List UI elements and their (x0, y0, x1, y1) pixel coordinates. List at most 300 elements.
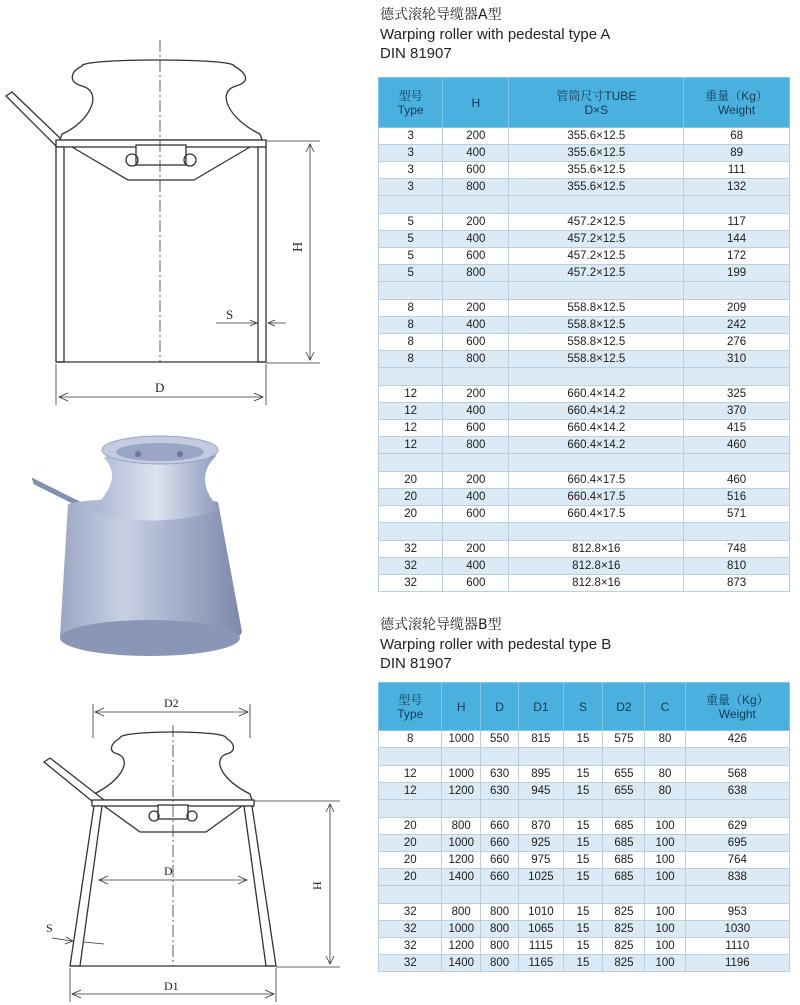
table-cell: 457.2×12.5 (509, 231, 684, 248)
table-cell: 200 (443, 541, 509, 558)
th-h-a: H (443, 78, 509, 128)
table-cell (442, 748, 481, 766)
table-cell: 600 (443, 162, 509, 179)
table-cell: 953 (685, 904, 789, 921)
table-cell: 15 (563, 921, 603, 938)
table-row (379, 265, 790, 282)
table-row (379, 300, 790, 317)
table-cell: 800 (443, 179, 509, 196)
table-cell: 32 (379, 904, 442, 921)
table-cell: 1400 (442, 955, 481, 972)
table-cell: 355.6×12.5 (509, 162, 684, 179)
th-tube-a (509, 78, 684, 128)
table-row (379, 886, 790, 904)
table-cell (379, 523, 443, 541)
table-cell: 5 (379, 265, 443, 282)
table-row (379, 506, 790, 523)
th-s-b: S (563, 683, 603, 731)
table-cell: 8 (379, 300, 443, 317)
table-cell: 20 (379, 506, 443, 523)
table-cell: 975 (519, 852, 563, 869)
table-cell (379, 454, 443, 472)
table-cell: 1165 (519, 955, 563, 972)
table-cell (509, 454, 684, 472)
table-cell: 660 (480, 835, 518, 852)
th-h-b: H (442, 683, 481, 731)
table-cell: 815 (519, 731, 563, 748)
table-cell (509, 523, 684, 541)
table-cell (443, 368, 509, 386)
table-cell: 571 (684, 506, 790, 523)
table-row (379, 541, 790, 558)
table-cell: 400 (443, 145, 509, 162)
table-row (379, 282, 790, 300)
table-cell: 1025 (519, 869, 563, 886)
table-row (379, 162, 790, 179)
table-cell: 800 (480, 955, 518, 972)
table-cell: 400 (443, 317, 509, 334)
dim-s-label-a: S (226, 307, 234, 322)
table-cell: 660.4×17.5 (509, 489, 684, 506)
table-cell: 89 (684, 145, 790, 162)
table-cell: 12 (379, 783, 442, 800)
table-cell: 695 (685, 835, 789, 852)
table-cell: 629 (685, 818, 789, 835)
table-cell: 132 (684, 179, 790, 196)
table-cell (563, 748, 603, 766)
table-row (379, 904, 790, 921)
table-cell: 5 (379, 248, 443, 265)
table-cell (645, 800, 685, 818)
table-row (379, 351, 790, 368)
table-cell: 1000 (442, 731, 481, 748)
table-cell: 660.4×17.5 (509, 506, 684, 523)
table-cell (480, 800, 518, 818)
table-cell: 800 (442, 818, 481, 835)
table-cell: 12 (379, 403, 443, 420)
table-cell: 20 (379, 869, 442, 886)
th-weight-zh-a: 重量（Kg） (705, 88, 768, 103)
table-cell: 685 (603, 835, 645, 852)
table-cell: 310 (684, 351, 790, 368)
table-row (379, 938, 790, 955)
title-block-a (380, 6, 610, 63)
table-cell: 12 (379, 420, 443, 437)
table-cell: 100 (645, 904, 685, 921)
dim-d-label-b: D (164, 864, 173, 878)
table-cell: 355.6×12.5 (509, 128, 684, 145)
table-row (379, 386, 790, 403)
drawing-type-b (0, 0, 370, 1005)
table-cell: 660.4×17.5 (509, 472, 684, 489)
table-cell: 12 (379, 766, 442, 783)
title-zh-b: 德式滚轮导缆器B型 (380, 617, 502, 633)
table-cell: 600 (443, 420, 509, 437)
th-weight-a (684, 78, 790, 128)
table-cell: 558.8×12.5 (509, 300, 684, 317)
table-cell: 15 (563, 731, 603, 748)
table-cell: 100 (645, 921, 685, 938)
table-cell: 825 (603, 921, 645, 938)
table-cell (379, 800, 442, 818)
table-cell: 655 (603, 766, 645, 783)
dim-h-label-a: H (291, 241, 306, 252)
table-cell: 68 (684, 128, 790, 145)
table-cell (480, 886, 518, 904)
title-en-a: Warping roller with pedestal type A (380, 26, 611, 43)
th-tube-zh-a: 管筒尺寸TUBE (556, 88, 637, 103)
table-cell (645, 748, 685, 766)
table-row (379, 403, 790, 420)
table-cell: 8 (379, 317, 443, 334)
table-row (379, 852, 790, 869)
table-cell: 685 (603, 869, 645, 886)
table-row (379, 766, 790, 783)
table-cell: 800 (480, 921, 518, 938)
table-cell: 660 (480, 852, 518, 869)
table-cell: 100 (645, 869, 685, 886)
table-row (379, 731, 790, 748)
table-row (379, 575, 790, 592)
table-cell: 895 (519, 766, 563, 783)
table-cell: 117 (684, 214, 790, 231)
dim-d1-label-b: D1 (164, 979, 179, 993)
table-row (379, 145, 790, 162)
table-row (379, 955, 790, 972)
table-cell: 1200 (442, 783, 481, 800)
table-row (379, 869, 790, 886)
table-cell: 15 (563, 904, 603, 921)
table-cell: 15 (563, 938, 603, 955)
table-cell: 200 (443, 472, 509, 489)
table-cell: 1000 (442, 835, 481, 852)
table-cell: 660 (480, 869, 518, 886)
table-cell (684, 454, 790, 472)
title-block-b (380, 616, 611, 673)
table-cell: 199 (684, 265, 790, 282)
table-cell: 15 (563, 835, 603, 852)
table-cell: 600 (443, 506, 509, 523)
table-cell: 32 (379, 955, 442, 972)
title-en-b: Warping roller with pedestal type B (380, 636, 612, 653)
table-row (379, 454, 790, 472)
table-cell: 20 (379, 489, 443, 506)
table-cell (443, 196, 509, 214)
table-cell: 355.6×12.5 (509, 179, 684, 196)
table-cell (519, 800, 563, 818)
table-cell: 457.2×12.5 (509, 265, 684, 282)
table-cell: 600 (443, 248, 509, 265)
table-cell: 1200 (442, 938, 481, 955)
table-cell: 1200 (442, 852, 481, 869)
table-row (379, 214, 790, 231)
table-cell (684, 282, 790, 300)
table-cell: 1110 (685, 938, 789, 955)
table-cell (443, 282, 509, 300)
table-row (379, 128, 790, 145)
table-cell: 200 (443, 300, 509, 317)
table-row (379, 523, 790, 541)
table-cell (519, 886, 563, 904)
table-cell: 325 (684, 386, 790, 403)
table-cell: 1115 (519, 938, 563, 955)
th-weight-en-a: Weight (718, 102, 756, 117)
th-c-b: C (645, 683, 685, 731)
table-cell: 660 (480, 818, 518, 835)
table-cell: 32 (379, 921, 442, 938)
table-cell: 810 (684, 558, 790, 575)
table-cell: 415 (684, 420, 790, 437)
table-row (379, 818, 790, 835)
standard-b: DIN 81907 (380, 655, 452, 672)
table-cell (509, 282, 684, 300)
table-cell (684, 196, 790, 214)
table-cell: 630 (480, 783, 518, 800)
table-cell: 172 (684, 248, 790, 265)
table-cell: 100 (645, 818, 685, 835)
table-row (379, 558, 790, 575)
table-cell (603, 800, 645, 818)
table-cell: 32 (379, 938, 442, 955)
th-type-zh-a: 型号 (398, 88, 423, 103)
table-cell (480, 748, 518, 766)
table-cell: 200 (443, 128, 509, 145)
th-d-b: D (480, 683, 518, 731)
th-weight-en-b: Weight (718, 706, 756, 721)
table-cell: 1000 (442, 766, 481, 783)
table-cell: 1065 (519, 921, 563, 938)
table-cell: 600 (443, 334, 509, 351)
table-cell: 660.4×14.2 (509, 420, 684, 437)
table-cell: 825 (603, 904, 645, 921)
dim-h-label-b: H (310, 881, 324, 890)
dim-d2-label-b: D2 (164, 696, 179, 710)
table-cell (685, 886, 789, 904)
table-row (379, 317, 790, 334)
th-type-en-a: Type (397, 102, 424, 117)
table-cell: 15 (563, 955, 603, 972)
table-cell: 568 (685, 766, 789, 783)
th-tube-sub-a: D×S (584, 102, 609, 117)
table-cell: 1010 (519, 904, 563, 921)
table-cell: 5 (379, 214, 443, 231)
table-cell: 558.8×12.5 (509, 351, 684, 368)
table-cell: 3 (379, 179, 443, 196)
table-cell: 1196 (685, 955, 789, 972)
table-cell (684, 368, 790, 386)
table-cell: 111 (684, 162, 790, 179)
table-cell: 400 (443, 558, 509, 575)
table-cell: 800 (443, 351, 509, 368)
table-cell (563, 886, 603, 904)
table-cell: 8 (379, 731, 442, 748)
table-cell (685, 800, 789, 818)
table-cell: 200 (443, 214, 509, 231)
table-cell: 20 (379, 818, 442, 835)
table-cell (509, 196, 684, 214)
table-cell: 812.8×16 (509, 558, 684, 575)
table-row (379, 196, 790, 214)
table-cell: 655 (603, 783, 645, 800)
table-cell: 575 (603, 731, 645, 748)
table-cell: 15 (563, 852, 603, 869)
table-cell: 100 (645, 938, 685, 955)
table-cell: 15 (563, 869, 603, 886)
table-cell: 15 (563, 818, 603, 835)
table-cell (443, 454, 509, 472)
table-cell: 1000 (442, 921, 481, 938)
th-weight-zh-b: 重量（Kg） (705, 692, 769, 707)
title-zh-a: 德式滚轮导缆器A型 (380, 7, 502, 23)
table-cell: 32 (379, 558, 443, 575)
table-cell: 15 (563, 783, 603, 800)
table-cell: 32 (379, 575, 443, 592)
table-cell: 209 (684, 300, 790, 317)
table-cell: 20 (379, 835, 442, 852)
table-row (379, 334, 790, 351)
th-type-a (379, 78, 443, 128)
spec-table-b (378, 682, 790, 972)
table-cell: 3 (379, 128, 443, 145)
table-cell (379, 368, 443, 386)
dim-d-label-a: D (155, 380, 165, 395)
table-row (379, 748, 790, 766)
dim-s-label-b: S (46, 921, 53, 935)
table-row (379, 783, 790, 800)
table-cell: 600 (443, 575, 509, 592)
table-cell: 558.8×12.5 (509, 334, 684, 351)
table-cell: 400 (443, 403, 509, 420)
table-cell: 838 (685, 869, 789, 886)
table-cell: 800 (480, 938, 518, 955)
table-cell (603, 886, 645, 904)
th-weight-b (685, 683, 789, 731)
table-cell: 748 (684, 541, 790, 558)
table-cell (442, 800, 481, 818)
th-type-en-b: Type (397, 706, 424, 721)
table-cell: 276 (684, 334, 790, 351)
table-cell: 812.8×16 (509, 541, 684, 558)
table-row (379, 472, 790, 489)
table-cell: 638 (685, 783, 789, 800)
th-type-b (379, 683, 442, 731)
table-cell: 800 (442, 904, 481, 921)
table-cell: 8 (379, 351, 443, 368)
table-cell: 400 (443, 489, 509, 506)
table-cell (645, 886, 685, 904)
th-type-zh-b: 型号 (398, 692, 423, 707)
th-d2-b: D2 (603, 683, 645, 731)
table-cell (443, 523, 509, 541)
table-cell: 764 (685, 852, 789, 869)
table-cell: 8 (379, 334, 443, 351)
table-cell (379, 196, 443, 214)
table-cell: 426 (685, 731, 789, 748)
table-a-body (379, 128, 790, 592)
table-cell (684, 523, 790, 541)
table-cell: 825 (603, 955, 645, 972)
table-row (379, 420, 790, 437)
table-cell: 457.2×12.5 (509, 248, 684, 265)
table-b-body (379, 731, 790, 972)
table-cell: 660.4×14.2 (509, 437, 684, 454)
table-row (379, 368, 790, 386)
table-cell: 870 (519, 818, 563, 835)
table-cell: 685 (603, 852, 645, 869)
table-cell: 1400 (442, 869, 481, 886)
table-cell: 3 (379, 162, 443, 179)
table-cell: 660.4×14.2 (509, 386, 684, 403)
table-cell (685, 748, 789, 766)
table-cell (603, 748, 645, 766)
table-row (379, 835, 790, 852)
table-cell: 800 (443, 437, 509, 454)
standard-a: DIN 81907 (380, 45, 452, 62)
table-cell: 400 (443, 231, 509, 248)
table-cell: 5 (379, 231, 443, 248)
table-cell: 80 (645, 766, 685, 783)
table-cell: 32 (379, 541, 443, 558)
table-cell: 200 (443, 386, 509, 403)
table-cell: 800 (480, 904, 518, 921)
table-cell: 925 (519, 835, 563, 852)
table-cell: 800 (443, 265, 509, 282)
table-row (379, 800, 790, 818)
table-row (379, 231, 790, 248)
th-d1-b: D1 (519, 683, 563, 731)
table-cell: 660.4×14.2 (509, 403, 684, 420)
table-cell (379, 886, 442, 904)
table-cell: 873 (684, 575, 790, 592)
table-cell: 80 (645, 783, 685, 800)
table-cell (379, 748, 442, 766)
table-cell: 558.8×12.5 (509, 317, 684, 334)
table-cell: 457.2×12.5 (509, 214, 684, 231)
table-row (379, 179, 790, 196)
table-cell: 12 (379, 386, 443, 403)
table-cell: 460 (684, 437, 790, 454)
spec-table-a (378, 77, 790, 592)
table-cell (519, 748, 563, 766)
table-cell: 812.8×16 (509, 575, 684, 592)
table-cell: 242 (684, 317, 790, 334)
table-cell: 1030 (685, 921, 789, 938)
table-cell (563, 800, 603, 818)
table-row (379, 437, 790, 454)
table-row (379, 489, 790, 506)
table-cell: 20 (379, 852, 442, 869)
table-cell (379, 282, 443, 300)
table-cell: 460 (684, 472, 790, 489)
table-cell: 355.6×12.5 (509, 145, 684, 162)
table-row (379, 248, 790, 265)
table-cell: 12 (379, 437, 443, 454)
table-cell: 100 (645, 852, 685, 869)
table-cell: 20 (379, 472, 443, 489)
table-cell: 15 (563, 766, 603, 783)
table-cell: 945 (519, 783, 563, 800)
table-cell (442, 886, 481, 904)
table-cell: 100 (645, 835, 685, 852)
table-cell: 80 (645, 731, 685, 748)
table-cell: 3 (379, 145, 443, 162)
table-cell: 630 (480, 766, 518, 783)
table-cell: 370 (684, 403, 790, 420)
table-cell: 516 (684, 489, 790, 506)
table-cell (509, 368, 684, 386)
table-cell: 144 (684, 231, 790, 248)
table-cell: 825 (603, 938, 645, 955)
